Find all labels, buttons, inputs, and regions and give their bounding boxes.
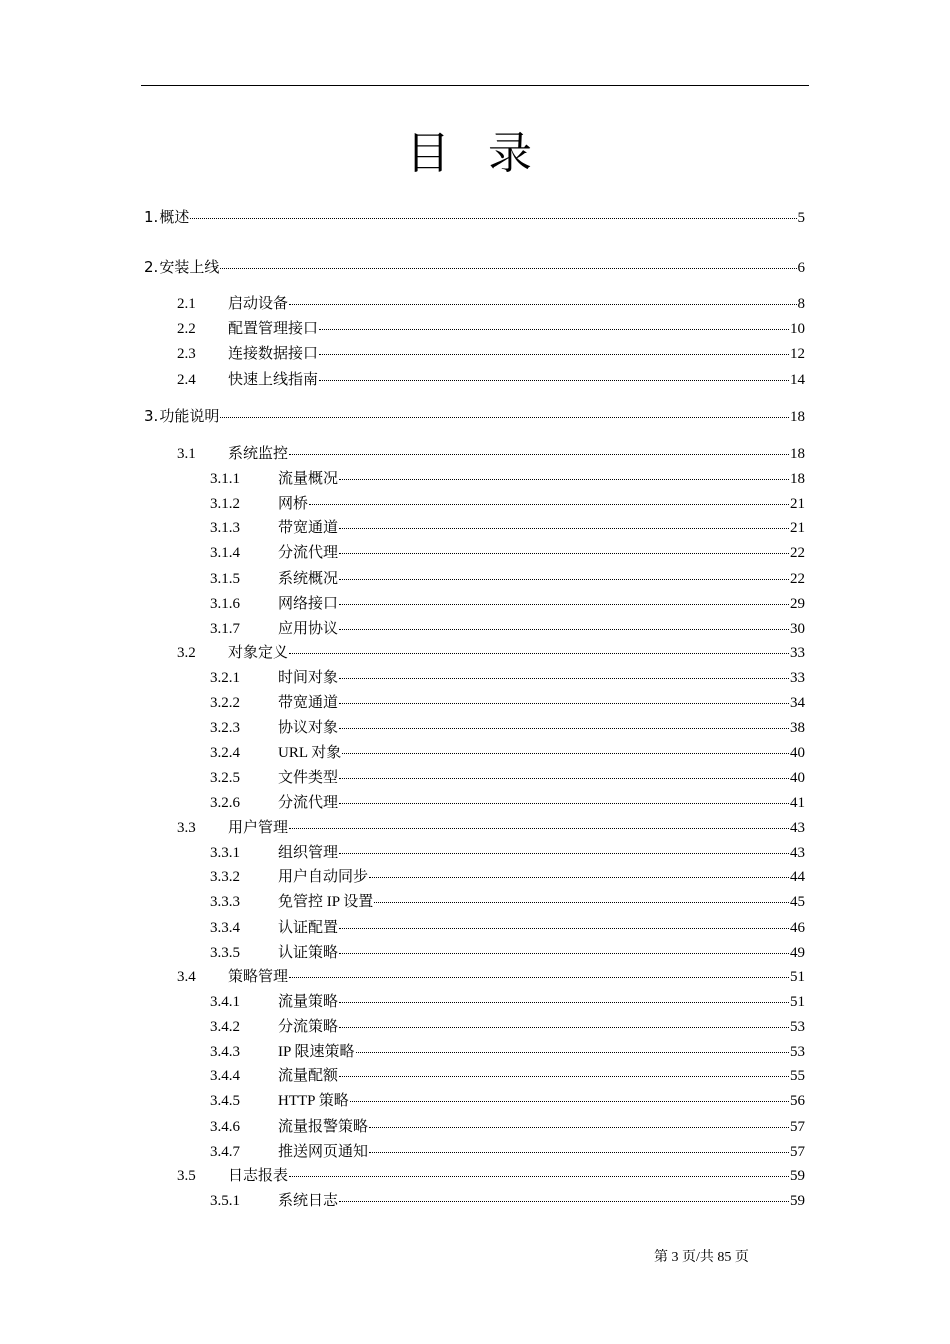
toc-entry-title: 认证策略 xyxy=(278,945,339,961)
toc-entry[interactable] xyxy=(210,890,805,912)
toc-entry-title: 功能说明 xyxy=(159,407,220,425)
toc-entry[interactable] xyxy=(177,1164,805,1186)
toc-entry-title: 时间对象 xyxy=(278,670,339,686)
toc-dot-leader xyxy=(289,977,789,978)
toc-entry-title: 流量报警策略 xyxy=(278,1119,369,1135)
toc-entry-number: 3.4.4 xyxy=(210,1068,240,1084)
toc-entry-page: 21 xyxy=(790,496,805,512)
toc-entry[interactable] xyxy=(210,1089,805,1111)
toc-entry-title: IP 限速策略 xyxy=(278,1044,355,1060)
toc-entry-page: 51 xyxy=(790,969,805,985)
toc-entry[interactable] xyxy=(210,592,805,614)
toc-entry-title: 分流代理 xyxy=(278,545,339,561)
toc-entry-number: 3.2.6 xyxy=(210,795,240,811)
toc-entry-page: 57 xyxy=(790,1144,805,1160)
toc-entry-page: 18 xyxy=(790,446,805,462)
toc-title: 目 录 xyxy=(406,128,544,179)
toc-entry-title: 快速上线指南 xyxy=(228,372,319,388)
toc-entry-page: 43 xyxy=(790,845,805,861)
toc-dot-leader xyxy=(339,953,789,954)
toc-entry[interactable] xyxy=(177,342,805,364)
toc-entry-number: 2.3 xyxy=(177,346,196,362)
toc-dot-leader xyxy=(220,417,789,418)
toc-dot-leader xyxy=(289,653,789,654)
toc-entry-number: 3.3 xyxy=(177,820,196,836)
toc-entry-title: 网桥 xyxy=(278,496,309,512)
toc-dot-leader xyxy=(342,753,789,754)
toc-dot-leader xyxy=(339,553,789,554)
toc-entry[interactable] xyxy=(210,467,805,489)
toc-entry-title: 启动设备 xyxy=(228,296,289,312)
toc-dot-leader xyxy=(369,1152,789,1153)
toc-entry[interactable] xyxy=(210,865,805,887)
toc-dot-leader xyxy=(339,803,789,804)
toc-entry[interactable] xyxy=(177,317,805,339)
toc-entry[interactable] xyxy=(144,405,805,427)
toc-entry-number: 3.3.3 xyxy=(210,894,240,910)
toc-entry[interactable] xyxy=(210,990,805,1012)
toc-dot-leader xyxy=(369,877,789,878)
toc-entry-title: 推送网页通知 xyxy=(278,1144,369,1160)
toc-entry-page: 46 xyxy=(790,920,805,936)
toc-entry-page: 41 xyxy=(790,795,805,811)
toc-entry[interactable] xyxy=(210,1115,805,1137)
toc-entry-title: 免管控 IP 设置 xyxy=(278,894,374,910)
toc-dot-leader xyxy=(220,268,796,269)
toc-entry[interactable] xyxy=(210,541,805,563)
toc-entry[interactable] xyxy=(177,965,805,987)
toc-entry-number: 3.2 xyxy=(177,645,196,661)
toc-entry[interactable] xyxy=(210,766,805,788)
toc-dot-leader xyxy=(339,579,789,580)
toc-dot-leader xyxy=(289,828,789,829)
toc-dot-leader xyxy=(339,678,789,679)
toc-entry-number: 3.5.1 xyxy=(210,1193,240,1209)
toc-entry-page: 34 xyxy=(790,695,805,711)
toc-entry[interactable] xyxy=(210,567,805,589)
toc-entry[interactable] xyxy=(210,492,805,514)
toc-entry-number: 3.4.5 xyxy=(210,1093,240,1109)
toc-entry-title: 策略管理 xyxy=(228,969,289,985)
toc-entry-page: 18 xyxy=(790,471,805,487)
toc-entry-page: 21 xyxy=(790,520,805,536)
toc-entry-number: 3.4 xyxy=(177,969,196,985)
toc-entry-title: 文件类型 xyxy=(278,770,339,786)
toc-entry-number: 3.1.6 xyxy=(210,596,240,612)
toc-entry-number: 3.3.4 xyxy=(210,920,240,936)
toc-entry-number: 3.4.3 xyxy=(210,1044,240,1060)
toc-entry[interactable] xyxy=(177,292,805,314)
toc-entry-title: 带宽通道 xyxy=(278,520,339,536)
toc-entry-page: 33 xyxy=(790,645,805,661)
toc-entry-number: 3.3.2 xyxy=(210,869,240,885)
toc-dot-leader xyxy=(339,728,789,729)
toc-entry[interactable] xyxy=(177,442,805,464)
toc-entry-title: 对象定义 xyxy=(228,645,289,661)
toc-entry-title: 系统概况 xyxy=(278,571,339,587)
toc-dot-leader xyxy=(339,778,789,779)
toc-entry[interactable] xyxy=(210,741,805,763)
toc-entry-title: 安装上线 xyxy=(159,258,220,276)
toc-entry[interactable] xyxy=(210,916,805,938)
toc-entry-title: 带宽通道 xyxy=(278,695,339,711)
toc-dot-leader xyxy=(339,1002,789,1003)
toc-entry[interactable] xyxy=(177,816,805,838)
toc-entry-page: 29 xyxy=(790,596,805,612)
toc-entry-number: 3.2.1 xyxy=(210,670,240,686)
toc-entry-number: 3.1.7 xyxy=(210,621,240,637)
toc-entry[interactable] xyxy=(210,716,805,738)
toc-entry-title: 网络接口 xyxy=(278,596,339,612)
toc-entry-title: 认证配置 xyxy=(278,920,339,936)
toc-entry-title: 分流策略 xyxy=(278,1019,339,1035)
toc-entry[interactable] xyxy=(210,1064,805,1086)
toc-dot-leader xyxy=(190,218,796,219)
toc-entry-title: 协议对象 xyxy=(278,720,339,736)
toc-entry-page: 40 xyxy=(790,745,805,761)
toc-entry-page: 12 xyxy=(790,346,805,362)
toc-entry[interactable] xyxy=(210,516,805,538)
toc-entry[interactable] xyxy=(210,791,805,813)
toc-dot-leader xyxy=(339,703,789,704)
toc-entry-number: 3.2.4 xyxy=(210,745,240,761)
toc-entry[interactable] xyxy=(210,1140,805,1162)
toc-entry-title: 配置管理接口 xyxy=(228,321,319,337)
toc-entry-page: 55 xyxy=(790,1068,805,1084)
toc-entry-page: 53 xyxy=(790,1019,805,1035)
toc-entry-title: HTTP 策略 xyxy=(278,1093,349,1109)
toc-entry-number: 3.1.1 xyxy=(210,471,240,487)
toc-entry-title: 流量策略 xyxy=(278,994,339,1010)
toc-dot-leader xyxy=(339,1201,789,1202)
toc-entry-page: 18 xyxy=(790,409,805,425)
toc-dot-leader xyxy=(339,629,789,630)
toc-entry-page: 49 xyxy=(790,945,805,961)
toc-entry-number: 3.2.3 xyxy=(210,720,240,736)
toc-dot-leader xyxy=(319,329,789,330)
toc-entry-page: 44 xyxy=(790,869,805,885)
toc-entry-number: 3.4.1 xyxy=(210,994,240,1010)
toc-entry[interactable] xyxy=(177,641,805,663)
toc-dot-leader xyxy=(339,604,789,605)
toc-entry-page: 59 xyxy=(790,1193,805,1209)
toc-entry-title: 用户管理 xyxy=(228,820,289,836)
toc-entry-number: 1. xyxy=(144,208,159,226)
toc-entry-page: 45 xyxy=(790,894,805,910)
toc-entry-number: 2. xyxy=(144,258,159,276)
toc-entry-number: 3.1.3 xyxy=(210,520,240,536)
toc-dot-leader xyxy=(374,902,789,903)
toc-entry-title: 组织管理 xyxy=(278,845,339,861)
toc-entry[interactable] xyxy=(210,941,805,963)
toc-entry-number: 3.1 xyxy=(177,446,196,462)
toc-entry-number: 3.1.4 xyxy=(210,545,240,561)
toc-entry-number: 3.4.6 xyxy=(210,1119,240,1135)
toc-entry-page: 22 xyxy=(790,571,805,587)
toc-entry-number: 3.2.5 xyxy=(210,770,240,786)
toc-entry[interactable] xyxy=(144,256,805,278)
toc-entry-page: 8 xyxy=(797,296,805,312)
toc-entry-page: 5 xyxy=(797,210,805,226)
toc-dot-leader xyxy=(289,304,796,305)
toc-entry-number: 3.1.2 xyxy=(210,496,240,512)
toc-entry-page: 59 xyxy=(790,1168,805,1184)
toc-dot-leader xyxy=(339,928,789,929)
page-footer: 第 3 页/共 85 页 xyxy=(654,1250,749,1265)
toc-entry[interactable] xyxy=(210,617,805,639)
toc-entry-number: 2.2 xyxy=(177,321,196,337)
toc-entry-title: 概述 xyxy=(159,208,190,226)
toc-entry-number: 3. xyxy=(144,407,159,425)
toc-entry-number: 2.1 xyxy=(177,296,196,312)
toc-dot-leader xyxy=(350,1101,789,1102)
toc-dot-leader xyxy=(319,354,789,355)
toc-entry-title: 分流代理 xyxy=(278,795,339,811)
toc-entry-page: 56 xyxy=(790,1093,805,1109)
toc-entry[interactable] xyxy=(144,206,805,228)
toc-entry-number: 3.3.1 xyxy=(210,845,240,861)
toc-dot-leader xyxy=(339,853,789,854)
toc-entry-title: 用户自动同步 xyxy=(278,869,369,885)
toc-entry-title: URL 对象 xyxy=(278,745,342,761)
toc-entry-title: 系统日志 xyxy=(278,1193,339,1209)
toc-entry-page: 33 xyxy=(790,670,805,686)
toc-dot-leader xyxy=(339,1027,789,1028)
toc-entry[interactable] xyxy=(210,1189,805,1211)
toc-dot-leader xyxy=(356,1052,789,1053)
toc-dot-leader xyxy=(339,528,789,529)
toc-entry[interactable] xyxy=(210,1040,805,1062)
toc-dot-leader xyxy=(289,454,789,455)
toc-dot-leader xyxy=(289,1176,789,1177)
toc-entry-title: 流量配额 xyxy=(278,1068,339,1084)
toc-entry-number: 3.2.2 xyxy=(210,695,240,711)
toc-entry-page: 43 xyxy=(790,820,805,836)
toc-dot-leader xyxy=(319,380,789,381)
toc-entry-number: 3.1.5 xyxy=(210,571,240,587)
toc-entry-page: 38 xyxy=(790,720,805,736)
toc-entry-title: 流量概况 xyxy=(278,471,339,487)
toc-entry-title: 系统监控 xyxy=(228,446,289,462)
toc-entry-title: 连接数据接口 xyxy=(228,346,319,362)
toc-dot-leader xyxy=(309,504,789,505)
toc-entry-title: 日志报表 xyxy=(228,1168,289,1184)
toc-entry-page: 22 xyxy=(790,545,805,561)
toc-entry-page: 40 xyxy=(790,770,805,786)
toc-entry-number: 3.4.7 xyxy=(210,1144,240,1160)
toc-entry-page: 53 xyxy=(790,1044,805,1060)
toc-entry-page: 6 xyxy=(797,260,805,276)
toc-entry-title: 应用协议 xyxy=(278,621,339,637)
toc-entry-page: 10 xyxy=(790,321,805,337)
toc-entry[interactable] xyxy=(210,1015,805,1037)
toc-dot-leader xyxy=(339,1076,789,1077)
toc-entry[interactable] xyxy=(210,691,805,713)
toc-entry-page: 57 xyxy=(790,1119,805,1135)
toc-entry[interactable] xyxy=(210,666,805,688)
toc-entry-number: 3.5 xyxy=(177,1168,196,1184)
toc-entry-number: 2.4 xyxy=(177,372,196,388)
toc-entry-page: 51 xyxy=(790,994,805,1010)
toc-entry[interactable] xyxy=(177,368,805,390)
toc-dot-leader xyxy=(339,479,789,480)
toc-entry[interactable] xyxy=(210,841,805,863)
toc-entry-number: 3.4.2 xyxy=(210,1019,240,1035)
toc-entry-page: 30 xyxy=(790,621,805,637)
toc-entry-number: 3.3.5 xyxy=(210,945,240,961)
toc-entry-page: 14 xyxy=(790,372,805,388)
toc-dot-leader xyxy=(369,1127,789,1128)
